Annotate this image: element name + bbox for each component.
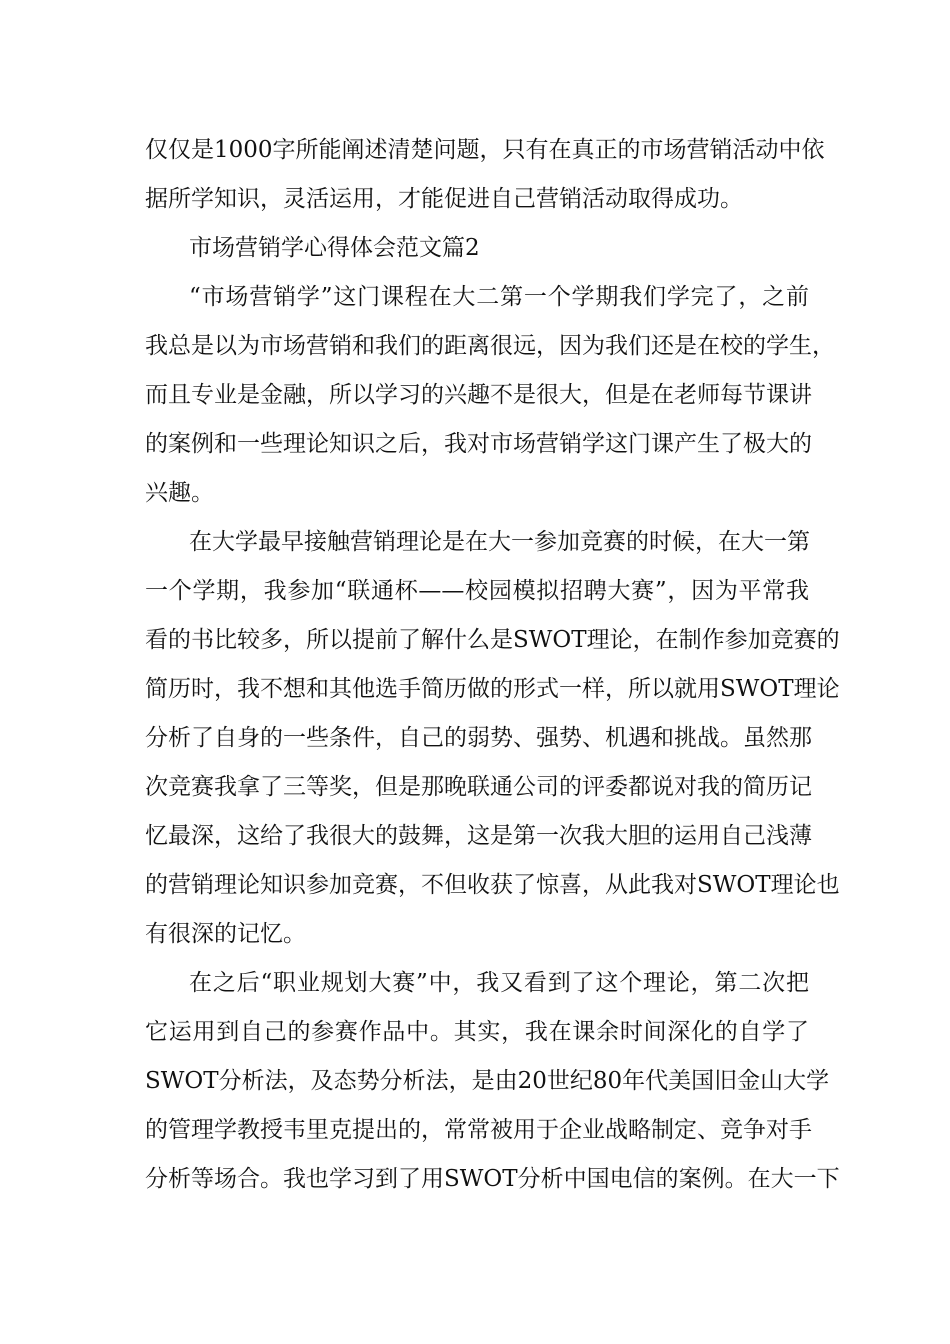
- text-line: 分析等场合。我也学习到了用SWOT分析中国电信的案例。在大一下: [145, 1166, 840, 1192]
- text-line: 忆最深，这给了我很大的鼓舞，这是第一次我大胆的运用自己浅薄: [145, 823, 812, 849]
- text-line: 我总是以为市场营销和我们的距离很远，因为我们还是在校的学生，: [145, 333, 835, 359]
- text-line: 的管理学教授韦里克提出的，常常被用于企业战略制定、竞争对手: [145, 1117, 812, 1143]
- text-line: 仅仅是1000字所能阐述清楚问题，只有在真正的市场营销活动中依: [145, 137, 825, 163]
- text-line: SWOT分析法，及态势分析法，是由20世纪80年代美国旧金山大学: [145, 1068, 830, 1094]
- text-line: 的案例和一些理论知识之后，我对市场营销学这门课产生了极大的: [145, 431, 812, 457]
- text-line: 而且专业是金融，所以学习的兴趣不是很大，但是在老师每节课讲: [145, 382, 812, 408]
- text-line: “市场营销学”这门课程在大二第一个学期我们学完了，之前: [189, 284, 809, 310]
- text-line: 分析了自身的一些条件，自己的弱势、强势、机遇和挑战。虽然那: [145, 725, 812, 751]
- document-body: [145, 126, 840, 1204]
- text-line: 兴趣。: [145, 480, 214, 506]
- text-line: 它运用到自己的参赛作品中。其实，我在课余时间深化的自学了: [145, 1019, 809, 1045]
- text-line: 在大学最早接触营销理论是在大一参加竞赛的时候，在大一第: [189, 529, 810, 555]
- text-line: 的营销理论知识参加竞赛，不但收获了惊喜，从此我对SWOT理论也: [145, 872, 840, 898]
- text-line: 有很深的记忆。: [145, 921, 306, 947]
- text-line: 看的书比较多，所以提前了解什么是SWOT理论，在制作参加竞赛的: [145, 627, 840, 653]
- section-heading: 市场营销学心得体会范文篇2: [189, 235, 480, 261]
- text-line: 简历时，我不想和其他选手简历做的形式一样，所以就用SWOT理论: [145, 676, 840, 702]
- text-line: 一个学期，我参加“联通杯——校园模拟招聘大赛”，因为平常我: [145, 578, 809, 604]
- text-line: 在之后“职业规划大赛”中，我又看到了这个理论，第二次把: [189, 970, 809, 996]
- text-line: 据所学知识，灵活运用，才能促进自己营销活动取得成功。: [145, 186, 743, 212]
- text-line: 次竞赛我拿了三等奖，但是那晚联通公司的评委都说对我的简历记: [145, 774, 812, 800]
